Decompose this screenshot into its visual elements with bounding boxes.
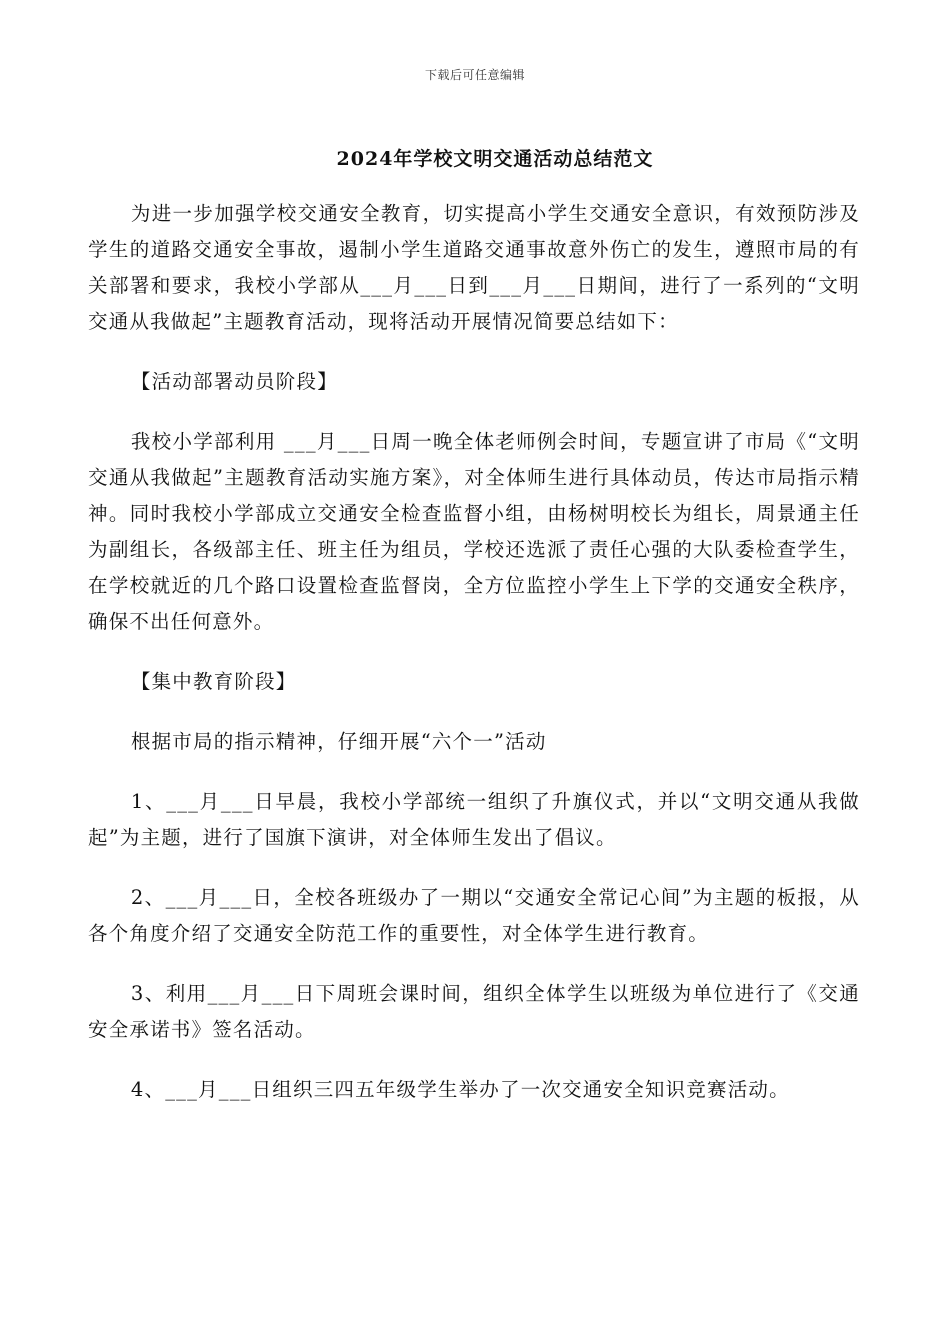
- list-item-3: 3、利用___月___日下周班会课时间，组织全体学生以班级为单位进行了《交通安全承诺书》签名活动。: [88, 982, 860, 1041]
- section-heading-mobilization: 【活动部署动员阶段】: [130, 370, 338, 393]
- list-item-1: 1、___月___日早晨，我校小学部统一组织了升旗仪式，并以“文明交通从我做起”为主题，进行了国旗下演讲，对全体师生发出了倡议。: [88, 790, 860, 849]
- list-item-4: 4、___月___日组织三四五年级学生举办了一次交通安全知识竞赛活动。: [130, 1078, 790, 1101]
- document-title: 2024年学校文明交通活动总结范文: [336, 148, 654, 170]
- mobilization-paragraph: 我校小学部利用 ___月___日周一晚全体老师例会时间，专题宣讲了市局《“文明交通从我做起”主题教育活动实施方案》，对全体师生进行具体动员，传达市局指示精神。同时我校小学部成立交通安全检查监督小组，由杨树明校长为组长，周景通主任为副组长，各级部主任、班主任为组员，学校还选派了责任心强的大队委检查学生，在学校就近的几个路口设置检查监督岗，全方位监控小学生上下学的交通安全秩序，确保不出任何意外。: [88, 430, 860, 633]
- section-heading-education: 【集中教育阶段】: [130, 670, 297, 693]
- education-intro-paragraph: 根据市局的指示精神，仔细开展“六个一”活动: [130, 730, 547, 753]
- intro-paragraph: 为进一步加强学校交通安全教育，切实提高小学生交通安全意识，有效预防涉及学生的道路交通安全事故，遏制小学生道路交通事故意外伤亡的发生，遵照市局的有关部署和要求，我校小学部从___月___日到___月___日期间，进行了一系列的“文明交通从我做起”主题教育活动，现将活动开展情况简要总结如下：: [88, 202, 860, 333]
- document-body: [88, 196, 860, 1108]
- header-note: 下载后可任意编辑: [424, 68, 525, 82]
- list-item-2: 2、___月___日，全校各班级办了一期以“交通安全常记心间”为主题的板报，从各个角度介绍了交通安全防范工作的重要性，对全体学生进行教育。: [88, 886, 860, 945]
